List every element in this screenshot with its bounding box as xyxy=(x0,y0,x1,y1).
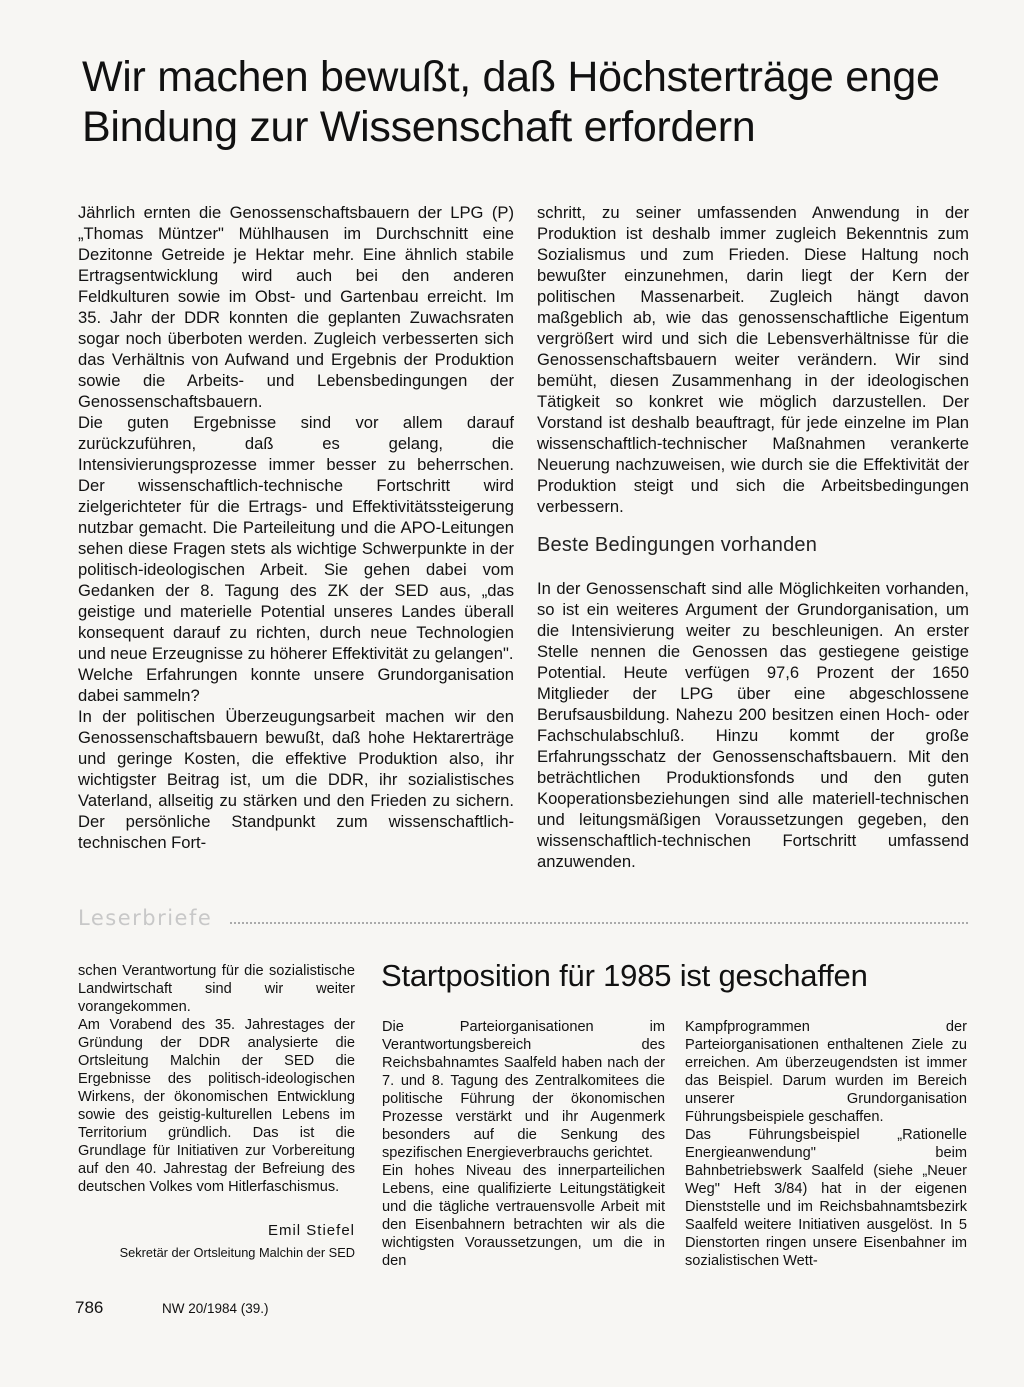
article2-column-2 xyxy=(685,1018,967,1270)
letter-column xyxy=(78,962,355,1262)
paragraph: In der politischen Überzeugungsarbeit machen wir den Genossenschaftsbauern bewußt, daß hohe Hektarerträge und geringe Kosten, die effektive Produktion also, ihr wichtigster Beitrag ist, um die DDR, ihr sozialistisches Vaterland, allseitig zu stärken und den Frieden zu sichern. Der persönliche Standpunkt zum wissenschaftlich-technischen Fort- xyxy=(78,707,514,852)
paragraph: Ein hohes Niveau des innerparteilichen Lebens, eine qualifizierte Leitungstätigkeit und die tägliche vertrauensvolle Arbeit mit den Eisenbahnern betrachten wir als die wichtigsten Voraussetzungen, um die in den xyxy=(382,1163,665,1269)
article-column-1 xyxy=(78,202,514,853)
article-headline: Wir machen bewußt, daß Höchsterträge enge Bindung zur Wissenschaft erfordern xyxy=(82,53,940,151)
paragraph: schritt, zu seiner umfassenden Anwendung in der Produktion ist deshalb immer zugleich Bekenntnis zum Sozialismus und zum Frieden. Diese Haltung noch bewußter einzunehmen, darin liegt der Kern der politischen Massenarbeit. Zugleich hängt davon maßgeblich ab, wie das genossenschaftliche Eigentum vergrößert wird und sich die Lebensverhältnisse für die Genossenschaftsbauern weiter verändern. Wir sind bemüht, diesen Zusammenhang in der ideologischen Tätigkeit so konkret wie möglich darzustellen. Der Vorstand ist deshalb beauftragt, für jede einzelne im Plan wissenschaftlich-technischer Maßnahmen verankerte Neuerung nachzuweisen, wie durch sie die Effektivität der Produktion steigt und sich die Arbeitsbedingungen verbessern. xyxy=(537,203,969,516)
author-name: Emil Stiefel xyxy=(267,1222,355,1239)
paragraph: Die guten Ergebnisse sind vor allem darauf zurückzuführen, daß es gelang, die Intensivierungsprozesse immer besser zu beherrschen. Der wissenschaftlich-technische Fortschritt wird zielgerichteter für die Ertrags- und Effektivitätssteigerung nutzbar gemacht. Die Parteileitung und die APO-Leitungen sehen diese Fragen stets als wichtige Schwerpunkte in der politisch-ideologischen Arbeit. Sie gehen dabei vom Gedanken der 8. Tagung des ZK der SED aus, „das geistige und materielle Potential unseres Landes überall konsequent darauf zu richten, durch neue Technologien und neue Erzeugnisse zu höherer Effektivität zu gelangen". xyxy=(78,413,514,663)
article2-column-1 xyxy=(382,1018,665,1270)
section-label-text: Leserbriefe xyxy=(78,906,213,930)
article2-headline: Startposition für 1985 ist geschaffen xyxy=(381,958,868,993)
section-label-leserbriefe xyxy=(78,906,968,936)
paragraph: Das Führungsbeispiel „Rationelle Energieanwendung" beim Bahnbetriebswerk Saalfeld (siehe „Neuer Weg" Heft 3/84) hat in der eigenen Dienststelle und im Reichsbahnamtsbezirk Saalfeld weitere Initiativen ausgelöst. In 5 Dienstorten ringen unsere Eisenbahner im sozialistischen Wett- xyxy=(685,1127,967,1269)
page-number: 786 xyxy=(75,1298,104,1317)
paragraph: Jährlich ernten die Genossenschaftsbauern der LPG (P) „Thomas Müntzer" Mühlhausen im Durchschnitt eine Dezitonne Getreide je Hektar mehr. Eine ähnlich stabile Ertragsentwicklung wird auch bei den anderen Feldkulturen sowie im Obst- und Gartenbau erreicht. Im 35. Jahr der DDR konnten die geplanten Zuwachsraten sogar noch überboten werden. Zugleich verbesserten sich das Verhältnis von Aufwand und Ergebnis der Produktion sowie die Arbeits- und Lebensbedingungen der Genossenschaftsbauern. xyxy=(78,203,514,411)
paragraph: Die Parteiorganisationen im Verantwortungsbereich des Reichsbahnamtes Saalfeld haben nach der 7. und 8. Tagung des Zentralkomitees die politische Führung der ökonomischen Prozesse verstärkt und ihr Augenmerk besonders auf die Senkung des spezifischen Energieverbrauchs gerichtet. xyxy=(382,1019,665,1161)
paragraph: Am Vorabend des 35. Jahrestages der Gründung der DDR analysierte die Ortsleitung Malchin der SED die Ergebnisse des politisch-ideologischen Wirkens, der ökonomischen Entwicklung sowie des geistig-kulturellen Lebens im Territorium gründlich. Das ist die Grundlage für Initiativen zur Vorbereitung auf den 40. Jahrestag der Befreiung des deutschen Volkes vom Hitlerfaschismus. xyxy=(78,1017,355,1195)
paragraph: In der Genossenschaft sind alle Möglichkeiten vorhanden, so ist ein weiteres Argument der Grundorganisation, um die Intensivierung weiter zu beschleunigen. An erster Stelle nennen die Genossen das gestiegene geistige Potential. Heute verfügen 97,6 Prozent der 1650 Mitglieder der LPG über eine abgeschlossene Berufsausbildung. Nahezu 200 besitzen einen Hoch- oder Fachschulabschluß. Hinzu kommt der große Erfahrungsschatz der Genossenschaftsbauern. Mit den beträchtlichen Produktionsfonds und den guten Kooperationsbeziehungen sind alle materiell-technischen und leitungsmäßigen Voraussetzungen gegeben, den wissenschaftlich-technischen Fortschritt umfassend anzuwenden. xyxy=(537,579,969,871)
divider xyxy=(230,922,968,927)
section-subheading: Beste Bedingungen vorhanden xyxy=(537,534,818,556)
issue-reference: NW 20/1984 (39.) xyxy=(162,1301,269,1316)
paragraph: schen Verantwortung für die sozialistische Landwirtschaft sind wir weiter vorangekommen. xyxy=(78,963,355,1015)
article-column-2 xyxy=(537,202,969,872)
paragraph: Welche Erfahrungen konnte unsere Grundorganisation dabei sammeln? xyxy=(78,665,514,705)
author-title: Sekretär der Ortsleitung Malchin der SED xyxy=(119,1245,355,1260)
paragraph: Kampfprogrammen der Parteiorganisationen enthaltenen Ziele zu erreichen. Am überzeugendsten ist immer das Beispiel. Darum wurden im Bereich unserer Grundorganisation Führungsbeispiele geschaffen. xyxy=(685,1019,967,1125)
